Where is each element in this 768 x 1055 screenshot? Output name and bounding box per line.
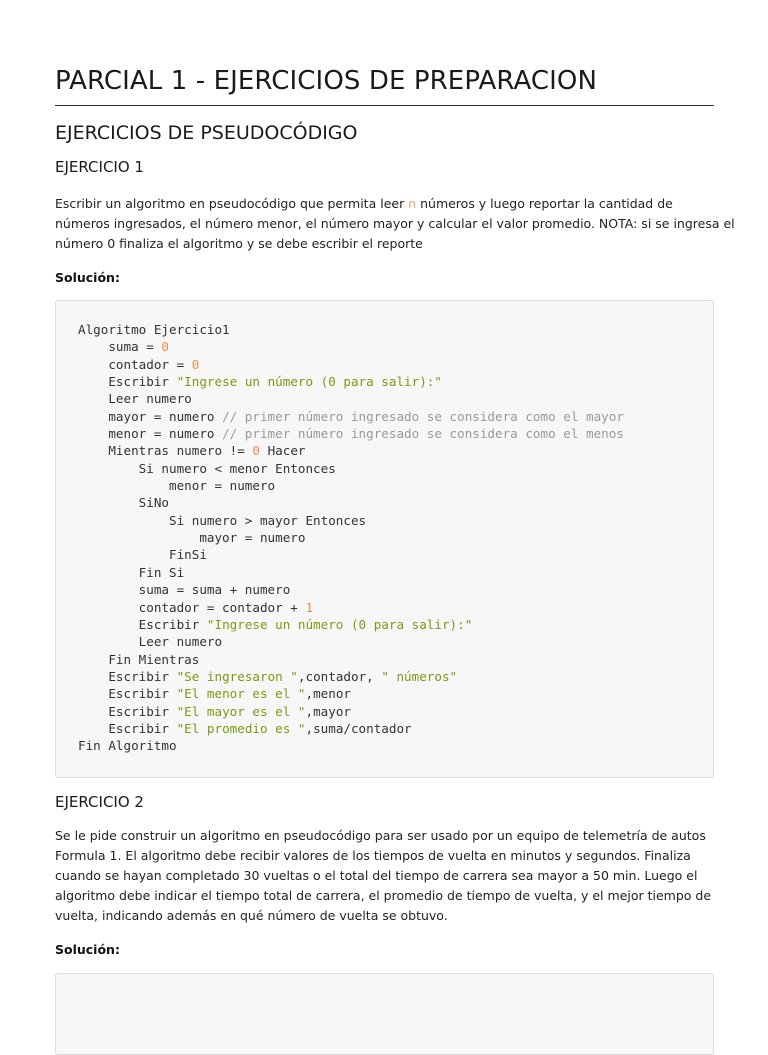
code-text: Si numero > mayor Entonces [78, 512, 367, 528]
statement-line: números ingresados, el número menor, el número mayor y calcular el valor promedio. NOTA: si se ingresa el [55, 216, 735, 231]
code-line [78, 581, 624, 598]
code-block [55, 973, 714, 1055]
code-line [78, 477, 624, 494]
code-line [78, 529, 624, 546]
exercise2-statement [55, 826, 714, 926]
code-string: " números" [381, 668, 458, 684]
statement-line: Escribir un algoritmo en pseudocódigo que permita leer n números y luego reportar la cantidad de [55, 196, 673, 211]
statement-line: Se le pide construir un algoritmo en pseudocódigo para ser usado por un equipo de telemetría de autos [55, 828, 706, 843]
code-line [78, 425, 624, 442]
code-text: SiNo [78, 495, 169, 511]
code-number: 0 [191, 356, 200, 372]
code-text: mayor = numero [78, 408, 223, 424]
code-line [78, 512, 624, 529]
code-text: menor = numero [78, 426, 223, 442]
code-text: Si numero < menor Entonces [78, 460, 336, 476]
statement-line: número 0 finaliza el algoritmo y se debe escribir el reporte [55, 236, 423, 251]
code-line [78, 460, 624, 477]
code-number: 0 [161, 339, 169, 355]
section-title: EJERCICIOS DE PSEUDOCÓDIGO [55, 122, 358, 144]
code-text: Algoritmo Ejercicio1 [78, 322, 230, 337]
pseudocode-listing [78, 321, 624, 755]
code-text: Fin Si [78, 564, 185, 580]
statement-line: Formula 1. El algoritmo debe recibir valores de los tiempos de vuelta en minutos y segundos. Finaliza [55, 848, 691, 863]
code-comment: // primer número ingresado se considera como el menos [222, 426, 624, 442]
code-text: Leer numero [78, 634, 223, 650]
solution-label: Solución: [55, 270, 120, 285]
code-text: Mientras numero != [78, 443, 253, 459]
code-number: 0 [252, 443, 260, 459]
code-text: Fin Mientras [78, 651, 200, 667]
code-line [78, 442, 624, 459]
page-title: PARCIAL 1 - EJERCICIOS DE PREPARACION [55, 66, 598, 96]
code-line [78, 494, 624, 511]
code-string: "Ingrese un número (0 para salir):" [176, 374, 442, 390]
code-text: contador = contador + [78, 599, 306, 615]
code-text: Escribir [78, 703, 177, 719]
statement-line: algoritmo debe indicar el tiempo total de carrera, el promedio de tiempo de vuelta, y el mejor tiempo de [55, 888, 712, 903]
variable-n-highlight: n [408, 196, 417, 211]
code-string: "Ingrese un número (0 para salir):" [206, 616, 473, 632]
title-divider [55, 105, 714, 106]
code-text: Fin Algoritmo [78, 738, 177, 754]
code-line [78, 599, 624, 616]
code-text: FinSi [78, 547, 207, 563]
code-text: mayor = numero [78, 530, 306, 546]
code-line [78, 668, 624, 685]
code-line [78, 685, 624, 702]
code-string: "El mayor es el " [176, 703, 306, 719]
code-text: Leer numero [78, 391, 192, 407]
code-line [78, 651, 624, 668]
code-text: ,suma/contador [305, 720, 412, 736]
exercise2-heading: EJERCICIO 2 [55, 793, 144, 811]
code-text: Escribir [78, 374, 177, 390]
code-line [78, 373, 624, 390]
code-line [78, 564, 624, 581]
code-line [78, 703, 624, 720]
code-string: "Se ingresaron " [176, 668, 298, 684]
code-number: 1 [305, 599, 314, 615]
code-string: "El promedio es " [176, 720, 306, 736]
code-block [55, 300, 714, 778]
code-text: Escribir [78, 668, 177, 684]
code-text: ,mayor [305, 703, 351, 719]
statement-line: vuelta, indicando además en qué número de vuelta se obtuvo. [55, 908, 448, 923]
code-text: Escribir [78, 686, 177, 702]
exercise1-statement [55, 194, 735, 254]
code-line [78, 616, 624, 633]
code-line [78, 546, 624, 563]
code-text: contador = [78, 356, 192, 372]
code-text: Hacer [259, 443, 306, 459]
code-line [78, 356, 624, 373]
code-text: ,contador, [297, 668, 382, 684]
code-line [78, 338, 624, 355]
solution-label: Solución: [55, 942, 120, 957]
code-comment: // primer número ingresado se considera como el mayor [222, 408, 624, 424]
code-string: "El menor es el " [176, 686, 306, 702]
code-text: suma = [78, 339, 162, 355]
statement-line: cuando se hayan completado 30 vueltas o el total del tiempo de carrera sea mayor a 50 min. Luego el [55, 868, 698, 883]
exercise1-heading: EJERCICIO 1 [55, 158, 144, 176]
code-line [78, 321, 624, 338]
code-text: suma = suma + numero [78, 582, 291, 598]
code-line [78, 390, 624, 407]
code-line [78, 408, 624, 425]
code-line [78, 633, 624, 650]
code-text: ,menor [305, 686, 351, 702]
code-text: Escribir [78, 616, 207, 632]
code-text: Escribir [78, 720, 177, 736]
code-line [78, 737, 624, 754]
code-line [78, 720, 624, 737]
code-text: menor = numero [78, 478, 276, 494]
